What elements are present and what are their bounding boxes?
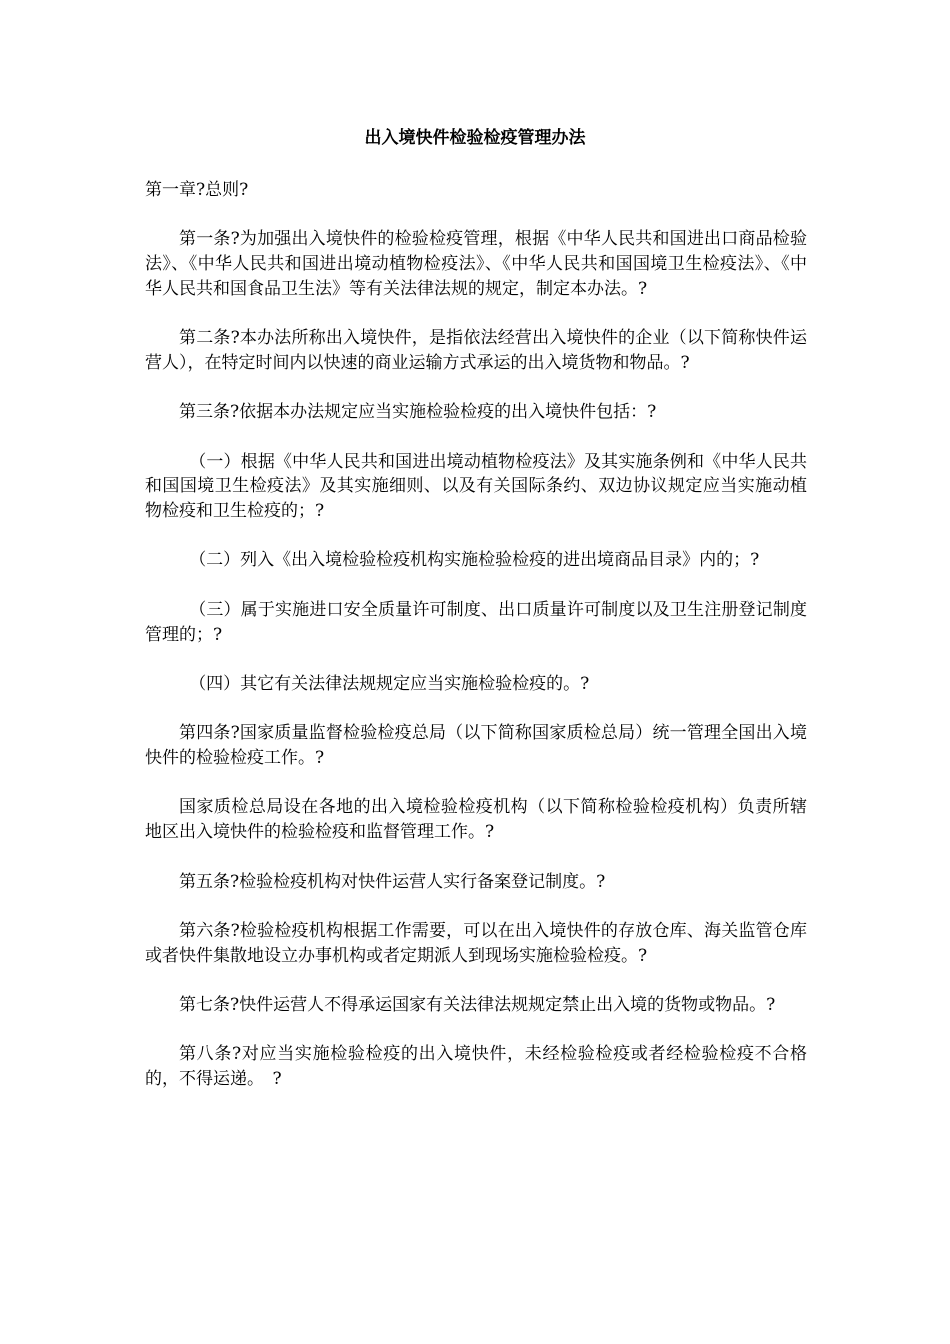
article-4-paragraph-2: 国家质检总局设在各地的出入境检验检疫机构（以下简称检验检疫机构）负责所辖地区出入境快件的检验检疫和监督管理工作。? <box>145 797 807 843</box>
article-8: 第八条?对应当实施检验检疫的出入境快件，未经检验检疫或者经检验检疫不合格的，不得运递。 ? <box>145 1044 807 1090</box>
article-4: 第四条?国家质量监督检验检疫总局（以下简称国家质检总局）统一管理全国出入境快件的检验检疫工作。? <box>145 723 807 769</box>
article-6: 第六条?检验检疫机构根据工作需要，可以在出入境快件的存放仓库、海关监管仓库或者快件集散地设立办事机构或者定期派人到现场实施检验检疫。? <box>145 920 807 966</box>
document-title: 出入境快件检验检疫管理办法 <box>364 128 586 148</box>
article-3-item-3: （三）属于实施进口安全质量许可制度、出口质量许可制度以及卫生注册登记制度管理的；? <box>145 599 807 645</box>
article-3-item-1: （一）根据《中华人民共和国进出境动植物检疫法》及其实施条例和《中华人民共和国国境卫生检疫法》及其实施细则、以及有关国际条约、双边协议规定应当实施动植物检疫和卫生检疫的；? <box>145 451 807 522</box>
article-5: 第五条?检验检疫机构对快件运营人实行备案登记制度。? <box>179 871 606 892</box>
article-3-item-2: （二）列入《出入境检验检疫机构实施检验检疫的进出境商品目录》内的；? <box>189 550 760 571</box>
article-2: 第二条?本办法所称出入境快件，是指依法经营出入境快件的企业（以下简称快件运营人），在特定时间内以快速的商业运输方式承运的出入境货物和物品。? <box>145 328 807 373</box>
document-body <box>145 178 807 1117</box>
article-7: 第七条?快件运营人不得承运国家有关法律法规规定禁止出入境的货物或物品。? <box>179 995 776 1016</box>
article-3: 第三条?依据本办法规定应当实施检验检疫的出入境快件包括：? <box>179 402 657 423</box>
chapter-heading: 第一章?总则? <box>145 180 249 200</box>
article-3-item-4: （四）其它有关法律法规规定应当实施检验检疫的。? <box>189 673 590 694</box>
article-1: 第一条?为加强出入境快件的检验检疫管理，根据《中华人民共和国进出口商品检验法》、《中华人民共和国进出境动植物检疫法》、《中华人民共和国国境卫生检疫法》、《中华人民共和国食品卫生法》等有关法律法规的规定，制定本办法。? <box>145 229 807 299</box>
